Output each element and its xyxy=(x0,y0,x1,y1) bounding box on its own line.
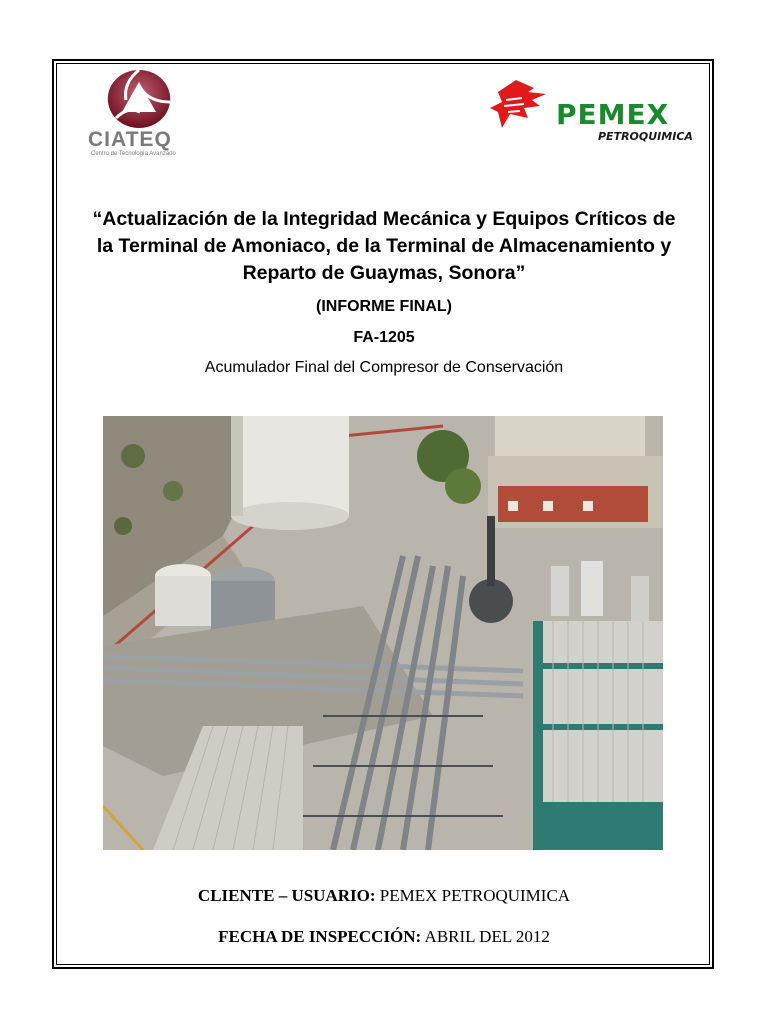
ciateq-wordmark: CIATEQ xyxy=(88,128,172,151)
client-label: CLIENTE – USUARIO: xyxy=(197,886,376,905)
inspection-date-value: ABRIL DEL 2012 xyxy=(424,927,550,946)
client-line xyxy=(60,886,708,906)
inspection-date-line xyxy=(60,927,708,947)
inspection-date-label: FECHA DE INSPECCIÓN: xyxy=(218,927,422,946)
pemex-logo xyxy=(488,78,694,148)
client-value: PEMEX PETROQUIMICA xyxy=(379,886,571,905)
title-line-3: Reparto de Guaymas, Sonora” xyxy=(242,262,526,284)
plant-aerial-photo xyxy=(103,416,663,850)
ciateq-logo xyxy=(88,68,198,160)
pemex-division: PETROQUIMICA xyxy=(598,130,693,143)
title-line-2: la Terminal de Amoniaco, de la Terminal de Almacenamiento y xyxy=(96,235,672,257)
ciateq-tagline: Centro de Tecnología Avanzado xyxy=(91,151,176,157)
pemex-eagle-icon xyxy=(488,78,550,132)
pemex-wordmark: PEMEX xyxy=(556,98,670,131)
report-type: (INFORME FINAL) xyxy=(316,298,452,315)
equipment-name: Acumulador Final del Compresor de Conservación xyxy=(204,359,564,376)
ciateq-emblem-icon xyxy=(104,68,174,130)
document-title xyxy=(60,206,708,287)
equipment-code: FA-1205 xyxy=(353,329,415,346)
title-line-1: “Actualización de la Integridad Mecánica y Equipos Críticos de xyxy=(92,208,676,230)
